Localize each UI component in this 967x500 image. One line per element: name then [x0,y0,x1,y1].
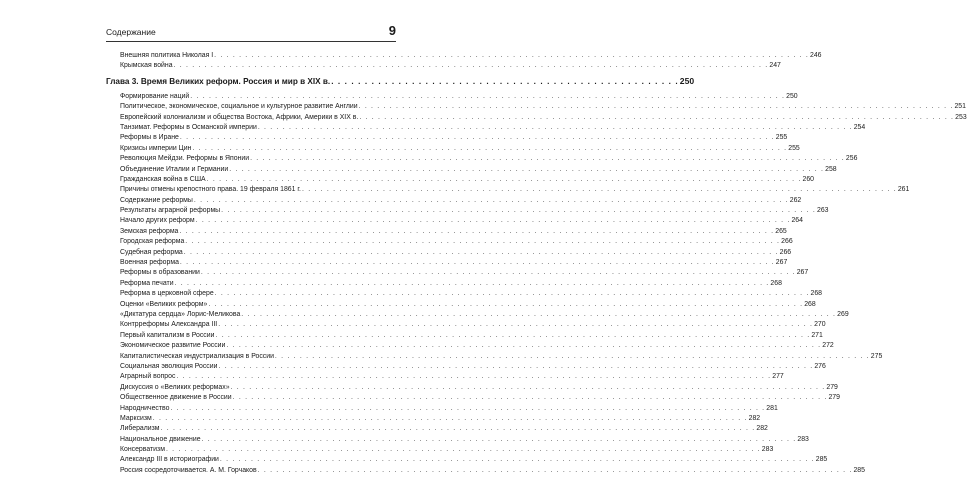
toc-entry [106,102,966,112]
toc-entry [106,289,823,299]
toc-entry-title: Танзимат. Реформы в Османской империи [120,123,257,131]
dot-leader [213,51,810,61]
toc-entry-page-number: 260 [802,175,815,183]
toc-entry-page-number: 262 [789,196,802,204]
toc-entry-title: Россия сосредоточивается. А. М. Горчаков [120,466,257,474]
toc-entry-page-number: 279 [826,383,838,391]
toc-entry-title: Внешняя политика Николая I [120,52,214,59]
toc-entry-title: Кризисы империи Цин [120,144,192,152]
dot-leader [200,268,797,278]
toc-entry-title: Начало других реформ [120,217,195,225]
toc-entry [106,300,816,310]
toc-entry [106,445,774,455]
toc-entry-title: Городская реформа [120,238,185,246]
toc-entry [106,424,768,434]
running-head [106,25,396,42]
toc-entry [106,154,858,164]
dot-leader [184,237,781,247]
toc-entry-page-number: 275 [870,352,883,360]
dot-leader [232,393,829,403]
toc-entry [106,352,883,362]
dot-leader [274,352,871,362]
toc-entry-page-number: 270 [814,321,826,329]
toc-entry-page-number: 267 [775,259,788,267]
dot-leader [358,102,955,112]
toc-entry [106,362,826,372]
dot-leader [174,279,771,289]
toc-entry-page-number: 276 [814,362,826,370]
toc-entry-page-number: 271 [811,331,823,339]
toc-entry [106,414,761,424]
toc-entry-title: Формирование наций [120,92,190,100]
dot-leader [240,310,837,320]
toc-entry [106,61,781,71]
toc-entry [106,341,834,351]
toc-entry-page-number: 264 [791,217,803,225]
toc-entry-title: Причины отмены крепостного права. 19 февраля 1861 г. [120,186,301,194]
toc-entry [106,92,798,102]
toc-entry-title: Гражданская война в США [120,175,206,183]
toc-entry [106,404,778,414]
dot-leader [183,248,780,258]
toc-entry-page-number: 272 [822,342,834,350]
toc-entry-title: Марксизм [120,414,152,422]
toc-entry-title: Александр III в историографии [120,456,219,464]
dot-leader [191,144,788,154]
toc-entry [106,372,784,382]
dot-leader [249,154,846,164]
toc-entry-page-number: 267 [796,269,809,277]
toc-entry-page-number: 268 [810,290,823,298]
dot-leader [220,206,817,216]
toc-entry-page-number: 258 [825,165,837,173]
dot-leader [178,227,775,237]
toc-entry [106,383,838,393]
dot-leader [301,185,898,195]
dot-leader [195,216,792,226]
toc-entry-page-number: 283 [761,446,774,454]
toc-entry-title: Реформа в церковной сфере [120,290,214,298]
toc-entry-title: Земская реформа [120,227,179,235]
toc-entry [106,279,782,289]
toc-chapter-heading [106,74,695,88]
toc-entry-title: Реформы в образовании [120,269,200,277]
dot-leader [257,466,854,476]
toc-entry-title: Аграрный вопрос [120,373,176,381]
toc-entry [106,133,788,143]
dot-leader [179,258,776,268]
toc-entry [106,435,809,445]
toc-entry [106,165,837,175]
toc-entry-page-number: 285 [853,466,865,474]
toc-entry-title: Дискуссия о «Великих реформах» [120,383,230,391]
toc-entry [106,175,815,185]
dot-leader [214,331,811,341]
toc-entry-title: Капиталистическая индустриализация в России [120,352,274,360]
toc-entry [106,227,787,237]
chapter-title: Глава 3. Время Великих реформ. Россия и мир в XIX в. [106,76,331,86]
toc-entry [106,455,828,465]
page-number: 9 [388,23,396,38]
toc-entry [106,268,809,278]
toc-entry-page-number: 277 [772,373,784,381]
dot-leader [175,372,772,382]
toc-entry-title: Национальное движение [120,435,201,443]
dot-leader [228,165,825,175]
toc-entry-page-number: 255 [775,134,788,142]
toc-entry [106,113,967,123]
toc-entry-page-number: 282 [756,425,768,433]
dot-leader [206,175,803,185]
toc-entry-page-number: 250 [786,92,798,100]
dot-leader [189,92,786,102]
toc-entry-page-number: 265 [775,227,787,235]
toc-entry-title: Реформы в Иране [120,134,179,142]
running-title: Содержание [106,27,156,37]
toc-entry [106,320,826,330]
toc-entry-page-number: 263 [817,207,829,215]
toc-entry [106,237,793,247]
toc-entry-page-number: 261 [897,186,910,194]
dot-leader [193,196,790,206]
toc-entry-page-number: 255 [788,144,800,152]
toc-entry-title: Судебная реформа [120,248,183,256]
dot-leader [217,362,814,372]
toc-entry [106,216,803,226]
toc-entry-page-number: 246 [810,52,822,59]
table-of-contents [106,51,967,476]
toc-previous-entries [106,51,822,72]
toc-chapter-entries [106,92,967,476]
toc-entry-title: Народничество [120,404,170,412]
toc-entry-title: Реформа печати [120,279,174,287]
toc-entry [106,144,800,154]
toc-entry-page-number: 253 [955,113,967,121]
toc-entry [106,123,866,133]
toc-entry-title: «Диктатура сердца» Лорис-Меликова [120,310,241,318]
toc-entry-page-number: 285 [815,456,828,464]
dot-leader [214,289,811,299]
toc-entry-title: Результаты аграрной реформы [120,207,221,215]
toc-entry-title: Европейский колониализм и общества Востока, Африки, Америки в XIX в. [120,113,359,121]
toc-entry-title: Контрреформы Александра III [120,321,218,329]
dot-leader [219,455,816,465]
toc-entry-page-number: 281 [766,404,778,412]
dot-leader [169,404,766,414]
dot-leader [358,113,955,123]
toc-entry [106,393,840,403]
dot-leader [330,75,680,89]
toc-entry-page-number: 283 [797,435,809,443]
toc-entry [106,51,822,61]
toc-entry [106,206,829,216]
toc-entry-title: Революция Мейдзи. Реформы в Японии [120,155,250,163]
toc-entry-title: Объединение Италии и Германии [120,165,229,173]
toc-entry [106,466,865,476]
toc-entry-title: Крымская война [120,62,173,70]
toc-entry-page-number: 269 [837,310,849,318]
toc-entry-title: Первый капитализм в России [120,331,215,339]
toc-entry [106,196,802,206]
dot-leader [207,300,804,310]
toc-entry-title: Социальная эволюция России [120,362,218,370]
dot-leader [201,435,798,445]
dot-leader [152,414,749,424]
toc-entry-title: Общественное движение в России [120,394,232,402]
toc-entry-title: Политическое, экономическое, социальное и культурное развитие Англии [120,103,358,111]
dot-leader [257,123,854,133]
dot-leader [179,133,776,143]
toc-entry [106,331,823,341]
toc-entry-title: Военная реформа [120,259,179,267]
dot-leader [217,320,814,330]
dot-leader [225,341,822,351]
toc-entry [106,248,792,258]
toc-entry-page-number: 256 [845,155,858,163]
toc-entry-title: Экономическое развитие России [120,342,226,350]
dot-leader [165,445,762,455]
toc-entry-page-number: 268 [770,279,782,287]
dot-leader [160,424,757,434]
toc-entry-title: Оценки «Великих реформ» [120,300,208,308]
toc-entry-page-number: 268 [804,300,816,308]
toc-entry [106,310,849,320]
dot-leader [173,61,770,71]
toc-entry-page-number: 282 [748,414,761,422]
toc-entry-title: Либерализм [120,425,160,433]
toc-entry-page-number: 247 [769,62,781,70]
toc-entry-page-number: 254 [853,123,866,131]
chapter-page-number: 250 [679,75,695,86]
toc-entry-page-number: 266 [779,248,792,256]
toc-entry [106,185,910,195]
toc-entry-title: Содержание реформы [120,196,193,204]
toc-entry-title: Консерватизм [120,446,165,454]
toc-entry [106,258,788,268]
toc-entry-page-number: 251 [954,103,966,111]
toc-entry-page-number: 266 [781,238,793,246]
dot-leader [230,383,827,393]
toc-entry-page-number: 279 [828,394,840,402]
